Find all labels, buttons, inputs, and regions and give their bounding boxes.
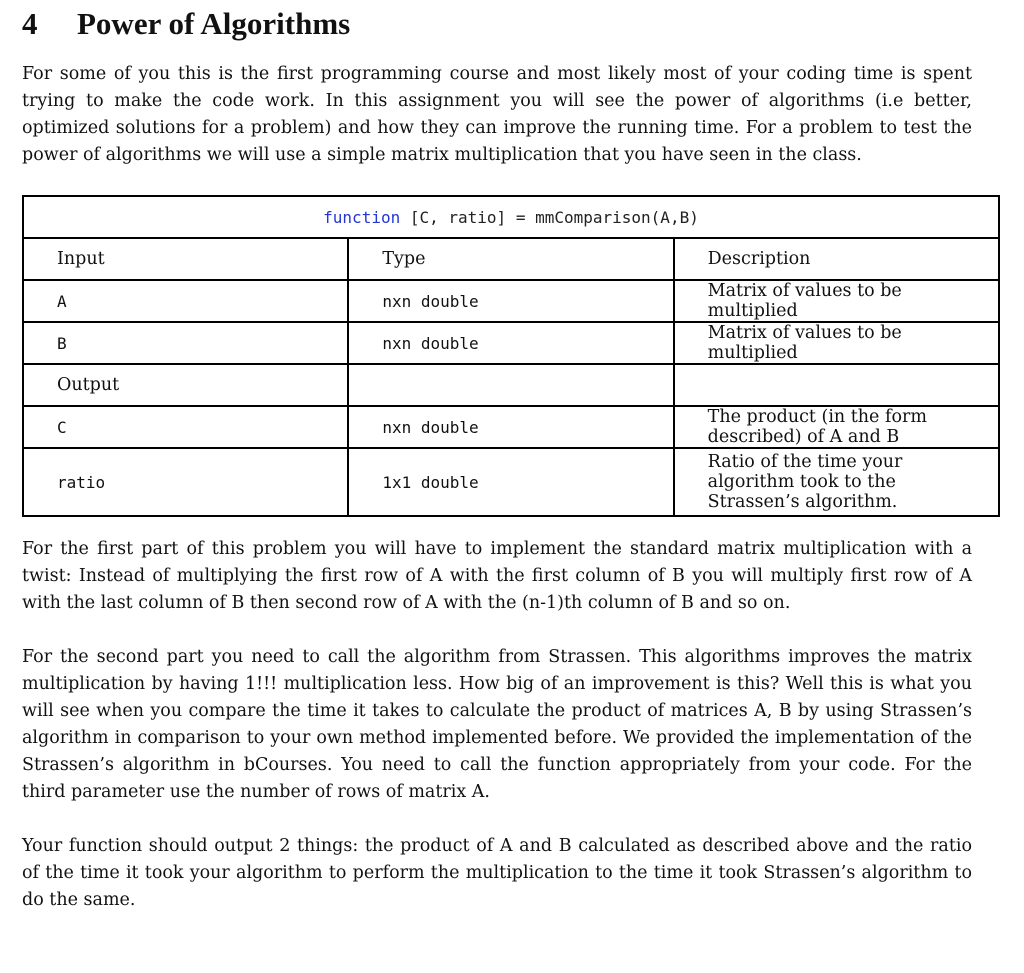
header-type: Type — [348, 238, 673, 280]
signature-row — [23, 196, 999, 238]
section-heading — [22, 0, 972, 44]
header-description: Description — [674, 238, 999, 280]
part1-paragraph: For the first part of this problem you will have to implement the standard matrix multiplication with a twist: Instead of multiplying the first row of A with the first column of B you will multiply first row of A with the last column of B then second row of A with the (n-1)th column of B and so on. — [22, 539, 972, 613]
param-type: 1x1 double — [348, 448, 673, 516]
empty-cell — [348, 364, 673, 406]
param-name: ratio — [23, 448, 348, 516]
assignment-page — [22, 0, 972, 914]
param-description: Matrix of values to be multiplied — [674, 322, 999, 364]
output-label-row — [23, 364, 999, 406]
table-row — [23, 322, 999, 364]
param-type: nxn double — [348, 280, 673, 322]
param-description: Ratio of the time your algorithm took to the Strassen’s algorithm. — [674, 448, 999, 516]
function-spec-table — [22, 195, 1000, 517]
param-type: nxn double — [348, 406, 673, 448]
output-paragraph: Your function should output 2 things: the product of A and B calculated as described above and the ratio of the time it took your algorithm to perform the multiplication to the time it took Strassen’s algorithm to do the same. — [22, 836, 972, 910]
section-title: Power of Algorithms — [77, 6, 351, 41]
section-number: 4 — [22, 6, 38, 41]
signature-text: [C, ratio] = mmComparison(A,B) — [400, 207, 699, 227]
table-row — [23, 280, 999, 322]
empty-cell — [674, 364, 999, 406]
header-row — [23, 238, 999, 280]
param-description: The product (in the form described) of A and B — [674, 406, 999, 448]
param-name: B — [23, 322, 348, 364]
output-label: Output — [23, 364, 348, 406]
table-row — [23, 448, 999, 516]
header-input: Input — [23, 238, 348, 280]
function-signature — [23, 196, 999, 238]
param-name: A — [23, 280, 348, 322]
intro-paragraph: For some of you this is the first programming course and most likely most of your coding time is spent trying to make the code work. In this assignment you will see the power of algorithms (i.e better, optimized solutions for a problem) and how they can improve the running time. For a problem to test the power of algorithms we will use a simple matrix multiplication that you have seen in the class. — [22, 64, 972, 165]
signature-keyword: function — [323, 207, 401, 227]
table-row — [23, 406, 999, 448]
part2-paragraph: For the second part you need to call the algorithm from Strassen. This algorithms improves the matrix multiplication by having 1!!! multiplication less. How big of an improvement is this? Well this is what you will see when you compare the time it takes to calculate the product of matrices A, B by using Strassen’s algorithm in comparison to your own method implemented before. We provided the implementation of the Strassen’s algorithm in bCourses. You need to call the function appropriately from your code. For the third parameter use the number of rows of matrix A. — [22, 647, 972, 802]
param-type: nxn double — [348, 322, 673, 364]
param-name: C — [23, 406, 348, 448]
param-description: Matrix of values to be multiplied — [674, 280, 999, 322]
